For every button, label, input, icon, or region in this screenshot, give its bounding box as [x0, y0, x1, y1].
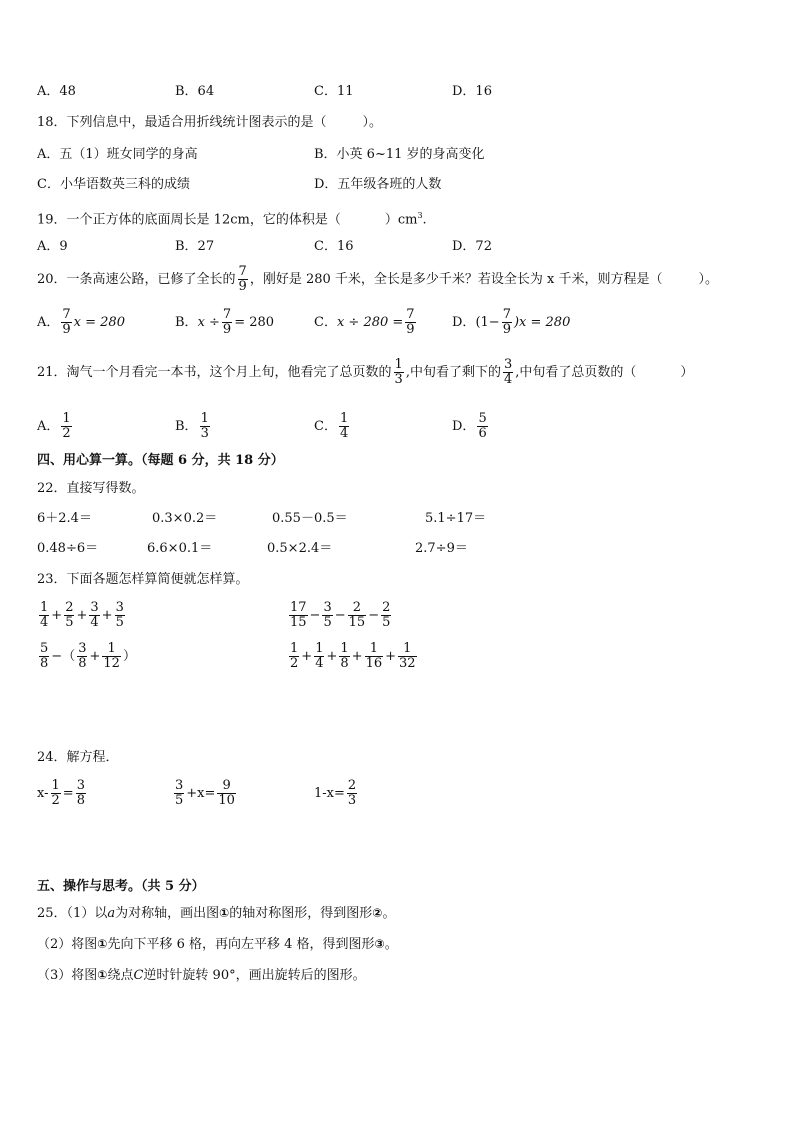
q18-option-a: A．五（1）班女同学的身高: [37, 147, 198, 162]
section-4-title: 四、用心算一算。（每题 6 分，共 18 分）: [37, 453, 284, 468]
q23-expression-2: $\frac{17}{15}$ − $\frac{3}{5}$ − $\frac{2}{15}$ − $\frac{2}{5}$: [290, 600, 391, 630]
q24-equation-1: x- $\frac{1}{2}$ = $\frac{3}{8}$: [37, 778, 85, 808]
q17-option-b: B．64: [175, 84, 215, 99]
q17-option-d: D．16: [452, 84, 492, 99]
q24-equation-2: $\frac{3}{5}$ +x= $\frac{9}{10}$: [175, 778, 235, 808]
q20-option-c: C．x ÷ 280 = $\frac{7}{9}$: [314, 307, 415, 337]
q22-item: 0.55－0.5＝: [272, 511, 348, 526]
q23-stem: 23．下面各题怎样算简便就怎样算。: [37, 572, 249, 587]
q22-item: 0.48÷6＝: [37, 541, 99, 556]
q23-expression-3: $\frac{5}{8}$ −（ $\frac{3}{8}$ + $\frac{1}{12}$ ）: [40, 641, 136, 671]
q22-item: 6.6×0.1＝: [147, 541, 213, 556]
q23-expression-4: $\frac{1}{2}$ + $\frac{1}{4}$ + $\frac{1}{8}$ + $\frac{1}{16}$ + $\frac{1}{32}$: [290, 641, 416, 671]
q21-option-a: A． $\frac{1}{2}$: [37, 411, 71, 441]
q19-option-c: C．16: [314, 239, 354, 254]
q18-option-c: C．小华语数英三科的成绩: [37, 177, 190, 192]
section-5-title: 五、操作与思考。（共 5 分）: [37, 879, 205, 894]
q17-option-a: A．48: [37, 84, 76, 99]
q20-option-a: A． $\frac{7}{9}$ x = 280: [37, 307, 125, 337]
q18-option-b: B．小英 6~11 岁的身高变化: [314, 147, 485, 162]
q22-item: 0.3×0.2＝: [152, 511, 218, 526]
q19-option-d: D．72: [452, 239, 492, 254]
q21-stem: 21．淘气一个月看完一本书，这个月上旬，他看完了总页数的 $\frac{1}{3}$ ,中旬看了剩下的 $\frac{3}{4}$ ,中旬看了总页数的（ ）: [37, 357, 694, 387]
q22-stem: 22．直接写得数。: [37, 481, 145, 496]
q25-part-1: 25．（1）以a为对称轴，画出图①的轴对称图形，得到图形②。: [37, 906, 396, 921]
q22-item: 2.7÷9＝: [415, 541, 468, 556]
fraction: $\frac{7}{9}$: [238, 264, 247, 294]
q23-expression-1: $\frac{1}{4}$ + $\frac{2}{5}$ + $\frac{3}{4}$ + $\frac{3}{5}$: [40, 600, 124, 630]
q24-stem: 24．解方程．: [37, 750, 119, 765]
q21-option-b: B． $\frac{1}{3}$: [175, 411, 209, 441]
q19-stem: 19．一个正方体的底面周长是 12cm，它的体积是（ ）$cm^3$.: [37, 211, 427, 228]
q19-option-b: B．27: [175, 239, 215, 254]
q21-option-d: D． $\frac{5}{6}$: [452, 411, 487, 441]
q24-equation-3: 1-x= $\frac{2}{3}$: [314, 778, 357, 808]
q20-option-d: D．(1− $\frac{7}{9}$ )x = 280: [452, 307, 571, 337]
q18-option-d: D．五年级各班的人数: [314, 177, 442, 192]
q22-item: 0.5×2.4＝: [267, 541, 333, 556]
q20-stem: 20．一条高速公路，已修了全长的 $\frac{7}{9}$ ，刚好是 280 千米，全长是多少千米？若设全长为 x 千米，则方程是（ ）。: [37, 264, 719, 294]
q22-item: 5.1÷17＝: [425, 511, 487, 526]
q25-part-3: （3）将图①绕点C逆时针旋转 90°，画出旋转后的图形。: [37, 968, 366, 983]
q18-stem: 18．下列信息中，最适合用折线统计图表示的是（ ）。: [37, 115, 383, 130]
q22-item: 6＋2.4＝: [37, 511, 92, 526]
q17-option-c: C．11: [314, 84, 354, 99]
q21-option-c: C． $\frac{1}{4}$: [314, 411, 349, 441]
q20-option-b: B．x ÷ $\frac{7}{9}$ = 280: [175, 307, 275, 337]
q25-part-2: （2）将图①先向下平移 6 格，再向左平移 4 格，得到图形③。: [37, 937, 398, 952]
q19-option-a: A．9: [37, 239, 68, 254]
